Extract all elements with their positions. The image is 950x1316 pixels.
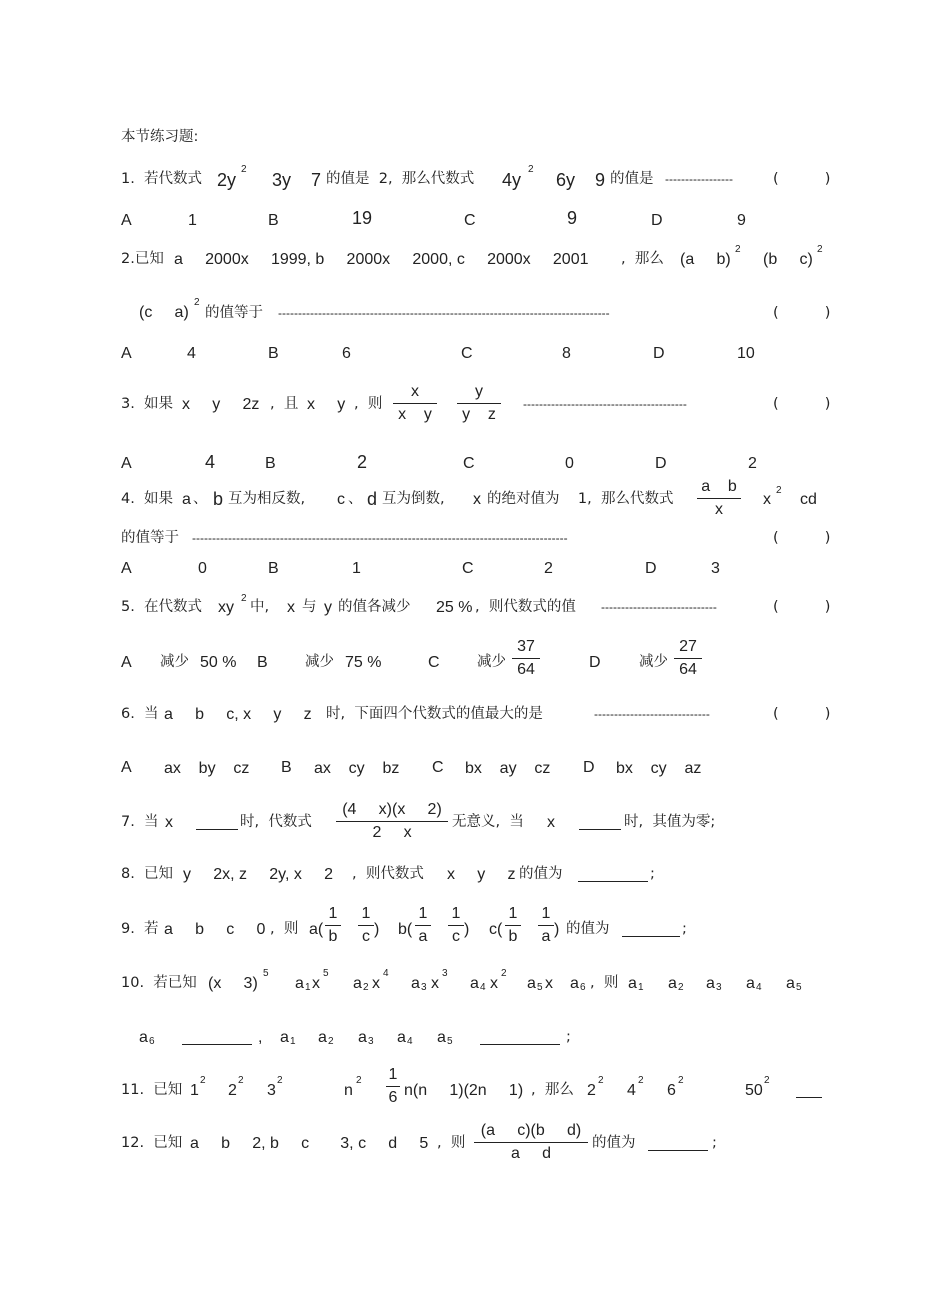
q10-term: a	[318, 1029, 327, 1046]
q1-expr: 6y 9	[556, 170, 606, 190]
q1-option-label: D	[651, 212, 663, 229]
q6-option-label: C	[432, 759, 444, 776]
q9-fraction	[358, 906, 374, 945]
q3-option-value: 0	[565, 455, 574, 472]
q9-term: a(	[309, 921, 324, 938]
q4-expr: x	[763, 491, 771, 508]
q3-option-value: 2	[748, 455, 757, 472]
q10-term: a	[668, 975, 677, 992]
q6-answer-paren: ( )	[773, 706, 831, 722]
q10-sub: 4	[407, 1036, 413, 1047]
q3-text: , 则	[354, 396, 383, 412]
q5-option-label: A	[121, 654, 132, 671]
q10-term: a	[746, 975, 755, 992]
fraction-bar	[457, 403, 501, 404]
q10-text: , 则	[590, 975, 619, 991]
q12-text: ;	[712, 1135, 717, 1151]
q10-sub: 2	[328, 1036, 334, 1047]
q6-option-value: ax by cz	[164, 760, 250, 777]
q3-fraction	[393, 384, 437, 423]
q10-sub: 4	[756, 982, 762, 993]
q9-fraction-num: 1	[418, 905, 428, 922]
q11-term: 1	[190, 1082, 199, 1099]
q5-text: 的值各减少	[338, 599, 411, 615]
q11-sup: 2	[277, 1075, 283, 1086]
q10-var: x	[490, 975, 498, 992]
q3-option-label: A	[121, 455, 132, 472]
q11-sup: 2	[764, 1075, 770, 1086]
q10-term: a	[706, 975, 715, 992]
q8-text: 的值为	[519, 866, 563, 882]
q7-text: 时, 代数式	[240, 814, 312, 830]
q4-answer-paren: ( )	[773, 530, 831, 546]
q9-text: , 则	[270, 921, 299, 937]
q11-term: n	[344, 1082, 353, 1099]
q4-expr: cd	[800, 491, 817, 508]
q12-text: 的值为	[592, 1135, 636, 1151]
q2-option-value: 4	[187, 345, 196, 362]
q11-fraction	[386, 1067, 400, 1106]
q5-option-fraction	[674, 639, 702, 678]
q3-option-value: 2	[357, 452, 368, 472]
q4-var: c	[337, 491, 345, 508]
q6-expr: a b c, x y z	[164, 706, 312, 723]
q10-term: a	[628, 975, 637, 992]
q5-text: 中,	[250, 599, 270, 615]
q2-option-value: 6	[342, 345, 351, 362]
q4-var: x	[473, 491, 481, 508]
q3-text: , 且	[270, 396, 299, 412]
q5-option-label: B	[257, 654, 268, 671]
q3-dashes: -----------------------------------------	[523, 397, 687, 411]
q10-sup: 4	[383, 968, 389, 979]
q6-lead: 6. 当	[121, 706, 159, 722]
q4-var: a	[182, 491, 191, 508]
q10-sub: 5	[537, 982, 543, 993]
q4-fraction-den: x	[715, 501, 723, 518]
q2-expr: (b c)	[763, 251, 813, 268]
q11-sup: 2	[238, 1075, 244, 1086]
q7-text: 无意义, 当	[452, 814, 524, 830]
q6-option-label: A	[121, 759, 132, 776]
q5-option-value: 50 %	[200, 654, 237, 671]
q10-sub: 1	[290, 1036, 296, 1047]
q9-expr: a b c 0	[164, 921, 266, 938]
q12-expr: a b 2, b c 3, c d 5	[190, 1135, 429, 1152]
q2-option-label: C	[461, 345, 473, 362]
fraction-bar	[697, 498, 741, 499]
q9-fraction-num: 1	[541, 905, 551, 922]
q5-option-text: 减少	[160, 654, 189, 670]
q10-sup: 5	[323, 968, 329, 979]
q7-blank-2[interactable]	[579, 815, 621, 830]
q10-term: a	[437, 1029, 446, 1046]
q2-option-label: B	[268, 345, 279, 362]
q11-text: , 那么	[531, 1082, 574, 1098]
q2-expr: (a b)	[680, 251, 731, 268]
q10-sub: 1	[305, 982, 311, 993]
q11-expr: n(n 1)(2n 1)	[404, 1082, 524, 1099]
q10-coef: a	[295, 975, 304, 992]
q2-sup: 2	[194, 297, 200, 308]
q5-answer-paren: ( )	[773, 599, 831, 615]
q4-lead: 4. 如果	[121, 491, 174, 507]
q10-blank-2[interactable]	[480, 1030, 560, 1045]
q11-blank[interactable]	[796, 1083, 822, 1098]
q10-sub: 3	[368, 1036, 374, 1047]
q10-sub: 3	[421, 982, 427, 993]
q9-lead: 9. 若	[121, 921, 159, 937]
q10-sub: 5	[796, 982, 802, 993]
q3-option-label: D	[655, 455, 667, 472]
q5-option-value: 75 %	[345, 654, 382, 671]
q11-sup: 2	[678, 1075, 684, 1086]
q11-sup: 2	[356, 1075, 362, 1086]
q10-coef: a	[570, 975, 579, 992]
q7-text: 时, 其值为零;	[624, 814, 716, 830]
q9-paren: )	[464, 921, 470, 938]
q5-option-text: 减少	[639, 654, 668, 670]
q9-fraction	[415, 906, 431, 945]
q9-fraction-den: b	[328, 928, 338, 945]
q4-text: 的值等于	[121, 530, 179, 546]
q4-fraction-num: a b	[701, 478, 737, 495]
q10-term: a	[139, 1029, 148, 1046]
q4-text: 、	[348, 491, 363, 507]
q1-text: 的值是	[610, 171, 654, 187]
q1-sup: 2	[241, 164, 247, 175]
q3-fraction-num: x	[411, 383, 419, 400]
q5-option-label: C	[428, 654, 440, 671]
q4-option-value: 3	[711, 560, 720, 577]
q12-fraction-num: (a c)(b d)	[480, 1122, 582, 1139]
q2-expr: (c a)	[139, 304, 189, 321]
fraction-bar	[674, 658, 702, 659]
q6-option-label: B	[281, 759, 292, 776]
fraction-bar	[358, 925, 374, 926]
q3-fraction-num: y	[475, 383, 483, 400]
q1-option-value: 1	[188, 212, 197, 229]
q1-sup: 2	[528, 164, 534, 175]
q5-option-fraction	[512, 639, 540, 678]
fraction-bar	[512, 658, 540, 659]
q6-option-value: ax cy bz	[314, 760, 400, 777]
q1-lead: 1. 若代数式	[121, 171, 203, 187]
fraction-bar	[386, 1086, 400, 1087]
q7-lead: 7. 当	[121, 814, 159, 830]
q7-fraction	[336, 802, 448, 841]
q7-var: x	[547, 814, 555, 831]
q10-sub: 2	[678, 982, 684, 993]
q9-fraction	[538, 906, 554, 945]
q10-sup: 5	[263, 968, 269, 979]
q1-text: 的值是 2, 那么代数式	[326, 171, 475, 187]
q4-var: d	[367, 489, 378, 509]
q10-sup: 3	[442, 968, 448, 979]
q2-text: 的值等于	[205, 305, 263, 321]
q7-fraction-num: (4 x)(x 2)	[342, 801, 442, 818]
fraction-bar	[474, 1142, 588, 1143]
q1-answer-paren: ( )	[773, 171, 831, 187]
q12-text: , 则	[437, 1135, 466, 1151]
q9-term: b(	[398, 921, 413, 938]
q9-text: 的值为	[566, 921, 610, 937]
q5-percent: 25 %	[436, 599, 473, 616]
q10-blank-1[interactable]	[182, 1030, 252, 1045]
q10-term: a	[358, 1029, 367, 1046]
q10-var: x	[312, 975, 320, 992]
q10-sub: 4	[480, 982, 486, 993]
fraction-bar	[415, 925, 431, 926]
q9-fraction-den: a	[541, 928, 551, 945]
q11-term: 50	[745, 1082, 763, 1099]
q4-fraction	[697, 479, 741, 518]
fraction-bar	[448, 925, 464, 926]
q12-lead: 12. 已知	[121, 1135, 183, 1151]
q4-option-label: C	[462, 560, 474, 577]
q10-term: a	[786, 975, 795, 992]
q4-option-label: D	[645, 560, 657, 577]
q2-option-value: 8	[562, 345, 571, 362]
q10-coef: a	[411, 975, 420, 992]
q10-coef: a	[527, 975, 536, 992]
q10-sub: 6	[580, 982, 586, 993]
q10-sup: 2	[501, 968, 507, 979]
q5-option-text: 减少	[477, 654, 506, 670]
q4-option-value: 0	[198, 560, 207, 577]
q5-expr: xy	[218, 599, 234, 616]
q7-var: x	[165, 814, 173, 831]
q7-blank-1[interactable]	[196, 815, 238, 830]
q12-fraction	[474, 1123, 588, 1162]
q6-text: 时, 下面四个代数式的值最大的是	[326, 706, 543, 722]
q6-option-label: D	[583, 759, 595, 776]
q11-term: 4	[627, 1082, 636, 1099]
q5-text: , 则代数式的值	[475, 599, 576, 615]
q8-blank[interactable]	[578, 867, 648, 882]
q9-fraction-den: c	[362, 928, 370, 945]
q3-option-label: C	[463, 455, 475, 472]
q10-sub: 5	[447, 1036, 453, 1047]
q1-option-label: A	[121, 212, 132, 229]
q1-option-label: B	[268, 212, 279, 229]
q5-option-label: D	[589, 654, 601, 671]
q5-fraction-num: 37	[517, 638, 535, 655]
q5-text: 与	[302, 599, 317, 615]
q5-lead: 5. 在代数式	[121, 599, 203, 615]
q9-paren: )	[374, 921, 380, 938]
q11-fraction-num: 1	[388, 1066, 398, 1083]
fraction-bar	[538, 925, 554, 926]
q12-fraction-den: a d	[510, 1145, 552, 1162]
q4-text: 、	[193, 491, 208, 507]
q11-sup: 2	[638, 1075, 644, 1086]
q3-expr: x y	[307, 396, 346, 413]
fraction-bar	[336, 821, 448, 822]
q9-fraction-den: b	[508, 928, 518, 945]
q10-expr: (x 3)	[208, 975, 258, 992]
q9-blank[interactable]	[622, 922, 680, 937]
q2-sup: 2	[735, 244, 741, 255]
q11-term: 6	[667, 1082, 676, 1099]
q4-dashes: ----------------------------------------------------------------------------------------------	[192, 531, 568, 545]
q4-option-label: A	[121, 560, 132, 577]
q10-sub: 1	[638, 982, 644, 993]
q4-var: b	[213, 489, 224, 509]
q1-expr: 4y	[502, 170, 522, 190]
q2-expr: a 2000x 1999, b 2000x 2000, c 2000x 2001	[174, 251, 589, 268]
q1-option-label: C	[464, 212, 476, 229]
q1-expr: 3y 7	[272, 170, 322, 190]
q6-option-value: bx ay cz	[465, 760, 551, 777]
q10-sub: 6	[149, 1036, 155, 1047]
q2-answer-paren: ( )	[773, 305, 831, 321]
q1-option-value: 19	[352, 208, 373, 228]
fraction-bar	[505, 925, 521, 926]
q10-coef: a	[353, 975, 362, 992]
q1-option-value: 9	[737, 212, 746, 229]
q10-sub: 3	[716, 982, 722, 993]
q11-sup: 2	[200, 1075, 206, 1086]
q8-lead: 8. 已知	[121, 866, 174, 882]
q7-fraction-den: 2 x	[372, 824, 412, 841]
q12-blank[interactable]	[648, 1136, 708, 1151]
q9-fraction	[448, 906, 464, 945]
q2-lead: 2.已知	[121, 251, 164, 267]
q2-option-value: 10	[737, 345, 755, 362]
q10-text: ;	[566, 1029, 571, 1045]
q11-term: 2	[587, 1082, 596, 1099]
section-title: 本节练习题:	[121, 129, 199, 145]
q3-fraction-den: x y	[398, 406, 432, 423]
q1-dashes: -----------------	[665, 172, 733, 186]
q8-text: ;	[650, 866, 655, 882]
q9-fraction-den: c	[452, 928, 460, 945]
q10-coef: a	[470, 975, 479, 992]
q9-fraction-num: 1	[508, 905, 518, 922]
q10-sub: 2	[363, 982, 369, 993]
q10-var: x	[431, 975, 439, 992]
fraction-bar	[393, 403, 437, 404]
q5-fraction-den: 64	[679, 661, 697, 678]
q5-fraction-den: 64	[517, 661, 535, 678]
q4-sup: 2	[776, 485, 782, 496]
q8-expr: y 2x, z 2y, x 2	[183, 866, 333, 883]
q9-fraction	[505, 906, 521, 945]
q11-term: 3	[267, 1082, 276, 1099]
q4-text: 互为倒数,	[382, 491, 445, 507]
q5-var: y	[324, 599, 332, 616]
q9-text: ;	[682, 921, 687, 937]
q3-answer-paren: ( )	[773, 396, 831, 412]
fraction-bar	[325, 925, 341, 926]
q9-paren: )	[554, 921, 560, 938]
q9-fraction-num: 1	[451, 905, 461, 922]
q9-fraction-num: 1	[361, 905, 371, 922]
q4-option-value: 1	[352, 560, 361, 577]
q11-lead: 11. 已知	[121, 1082, 183, 1098]
q4-text: 的绝对值为 1, 那么代数式	[487, 491, 674, 507]
q11-fraction-den: 6	[388, 1089, 398, 1106]
q10-term: a	[397, 1029, 406, 1046]
q4-option-label: B	[268, 560, 279, 577]
q3-expr: x y 2z	[182, 396, 260, 413]
q5-option-text: 减少	[305, 654, 334, 670]
q10-var: x	[545, 975, 553, 992]
q11-sup: 2	[598, 1075, 604, 1086]
q2-dashes: -----------------------------------------------------------------------------------	[278, 306, 610, 320]
q2-sup: 2	[817, 244, 823, 255]
q9-term: c(	[489, 921, 503, 938]
q5-var: x	[287, 599, 295, 616]
q3-lead: 3. 如果	[121, 396, 174, 412]
q10-comma: ,	[258, 1029, 263, 1046]
q1-expr: 2y	[217, 170, 237, 190]
q4-option-value: 2	[544, 560, 553, 577]
q2-option-label: D	[653, 345, 665, 362]
q1-option-value: 9	[567, 208, 578, 228]
q2-text: , 那么	[621, 251, 664, 267]
q4-text: 互为相反数,	[228, 491, 306, 507]
q3-fraction	[457, 384, 501, 423]
q9-fraction	[325, 906, 341, 945]
q5-sup: 2	[241, 593, 247, 604]
q10-var: x	[372, 975, 380, 992]
q2-option-label: A	[121, 345, 132, 362]
q11-term: 2	[228, 1082, 237, 1099]
q6-option-value: bx cy az	[616, 760, 702, 777]
q9-fraction-num: 1	[328, 905, 338, 922]
q5-fraction-num: 27	[679, 638, 697, 655]
q3-fraction-den: y z	[462, 406, 496, 423]
q10-term: a	[280, 1029, 289, 1046]
q8-expr: x y z	[447, 866, 516, 883]
q3-option-label: B	[265, 455, 276, 472]
q9-fraction-den: a	[418, 928, 428, 945]
q6-dashes: -----------------------------	[594, 707, 710, 721]
q8-text: , 则代数式	[352, 866, 424, 882]
q10-lead: 10. 若已知	[121, 975, 197, 991]
q5-dashes: -----------------------------	[601, 600, 717, 614]
q3-option-value: 4	[205, 452, 216, 472]
